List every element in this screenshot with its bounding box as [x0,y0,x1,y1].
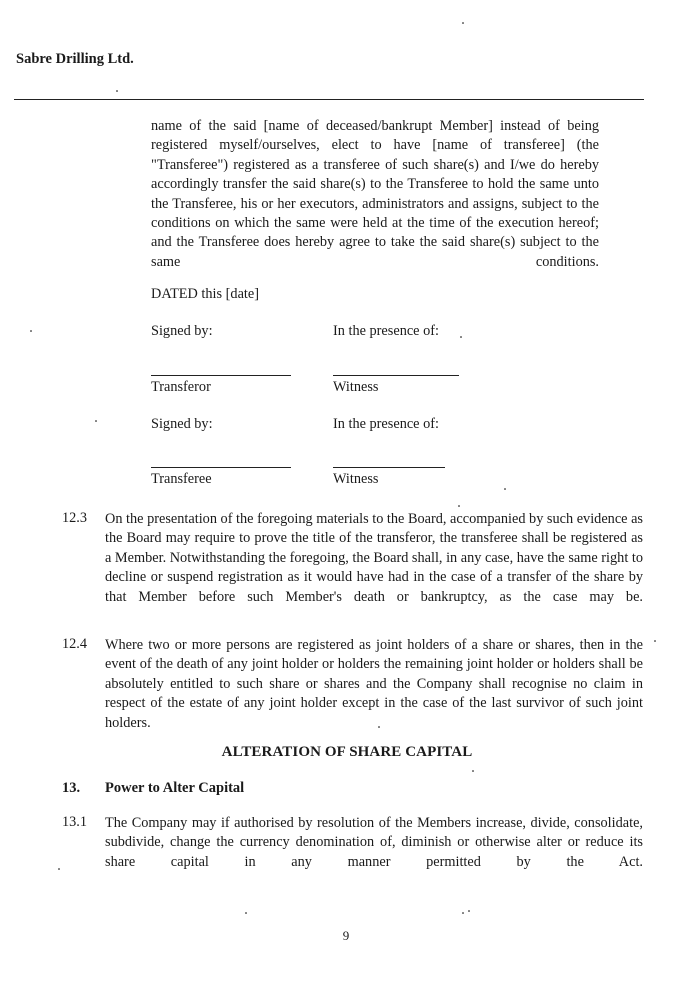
header-rule [14,99,644,100]
clause-number-12-4: 12.4 [62,636,88,652]
scan-speck [654,640,656,642]
scan-speck [30,330,32,332]
clause-12-4-text: Where two or more persons are registered as joint holders of a share or shares, then in the event of the death of any joint holder or holders the remaining joint holder or holders shall be absolutely entitled to such share or shares and the Company shall recognise no claim in respect of the estate of any joint holder except in the case of the last survivor of such joint holders. [105,637,643,731]
clause-number-12-3: 12.3 [62,510,88,526]
witness-label-2: Witness [333,471,379,487]
clause-13-title: Power to Alter Capital [105,780,245,796]
scan-speck [58,868,60,870]
page-number: 9 [342,928,350,943]
presence-label-1: In the presence of: [333,323,439,339]
scan-speck [504,488,506,490]
section-heading: ALTERATION OF SHARE CAPITAL [221,744,473,760]
transfer-form-paragraph: name of the said [name of deceased/bankrupt Member] instead of being registered myself/ourselves, elect to have [name of transferee] (the "Transferee") registered as a transferee of such share(s) and I/we do hereby accordingly transfer the said share(s) to the Transferee to hold the same unto the Transferee, his or her executors, administrators and assigns, subject to the conditions on which the same were held at the time of the execution hereof; and the Transferee does hereby agree to take the said share(s) subject to the same conditions. [151,118,599,270]
clause-12-3-text: On the presentation of the foregoing materials to the Board, accompanied by such evidence as the Board may require to prove the title of the transferor, the transferee shall be registered as a Member. Notwithstanding the foregoing, the Board shall, in any case, have the same right to decline or suspend registration as it would have had in the case of a transfer of the share by that Member before such Member's death or bankruptcy, as the case may be. [105,511,643,605]
signed-by-label-2: Signed by: [151,416,213,432]
clause-number-13-1: 13.1 [62,814,88,830]
scan-speck [245,912,247,914]
transferee-signature-line [151,467,291,468]
scan-speck [95,420,97,422]
transferee-label: Transferee [151,471,212,487]
witness-signature-line-1 [333,375,459,376]
presence-label-2: In the presence of: [333,416,439,432]
scan-speck [458,505,460,507]
dated-line: DATED this [date] [151,286,259,302]
scan-speck [468,910,470,912]
scan-speck [460,336,462,338]
company-header: Sabre Drilling Ltd. [16,51,134,67]
scan-speck [378,726,380,728]
witness-signature-line-2 [333,467,445,468]
scan-speck [472,770,474,772]
transferor-signature-line [151,375,291,376]
scan-speck [116,90,118,92]
transferor-label: Transferor [151,379,211,395]
witness-label-1: Witness [333,379,379,395]
clause-13-1-text: The Company may if authorised by resolution of the Members increase, divide, consolidate, subdivide, change the currency denomination of, diminish or otherwise alter or reduce its share capital in any manner permitted by the Act. [105,815,643,870]
clause-number-13: 13. [62,780,81,796]
signed-by-label-1: Signed by: [151,323,213,339]
scan-speck [462,912,464,914]
scan-speck [462,22,464,24]
